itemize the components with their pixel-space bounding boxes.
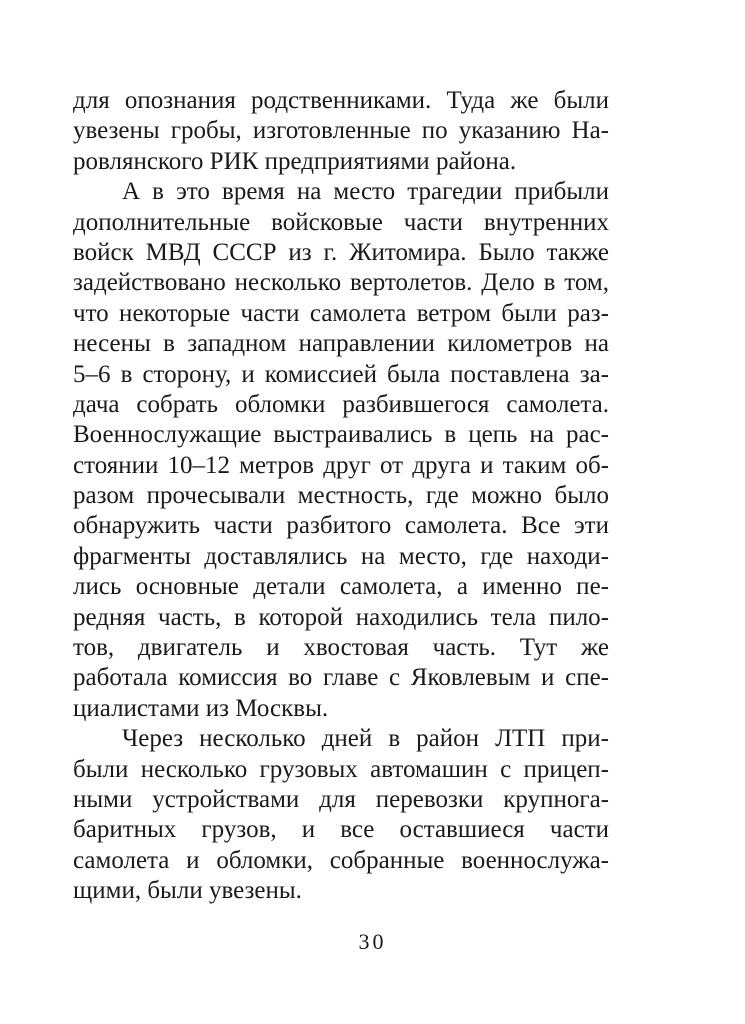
text-line: что некоторые части самолета ветром были раз- [73, 299, 609, 327]
text-line: циалистами из Москвы. [73, 694, 329, 722]
text-line: щими, были увезены. [73, 877, 302, 905]
text-line: ровлянского РИК предприятиями района. [73, 147, 517, 175]
text-line: лись основные детали самолета, а именно пе- [73, 573, 609, 601]
text-line: самолета и обломки, собранные военнослужа- [73, 846, 609, 874]
text-line: увезены гробы, изготовленные по указанию На- [73, 117, 609, 145]
text-line: работала комиссия во главе с Яковлевым и спе- [73, 664, 609, 692]
text-line: дача собрать обломки разбившегося самолета. [73, 390, 609, 418]
text-line: были несколько грузовых автомашин с прицеп- [73, 755, 609, 783]
text-line: разом прочесывали местность, где можно было [73, 482, 609, 510]
text-line: тов, двигатель и хвостовая часть. Тут же [73, 634, 609, 662]
text-line: войск МВД СССР из г. Житомира. Было также [73, 238, 609, 266]
text-line: несены в западном направлении километров на [73, 330, 609, 358]
text-line: А в это время на место трагедии прибыли [122, 178, 609, 206]
text-line: задействовано несколько вертолетов. Дело в том, [73, 269, 609, 297]
text-line: для опознания родственниками. Туда же были [73, 87, 609, 114]
text-line: редняя часть, в которой находились тела пило- [73, 603, 609, 631]
page-number: 30 [358, 929, 387, 954]
text-line: обнаружить части разбитого самолета. Все эти [73, 512, 609, 540]
text-line: баритных грузов, и все оставшиеся части [73, 816, 609, 844]
text-line: стоянии 10–12 метров друг от друга и таким об- [73, 451, 609, 479]
text-line: дополнительные войсковые части внутренних [73, 208, 609, 236]
page-body [73, 86, 609, 907]
text-line: 5–6 в сторону, и комиссией была поставлена за- [73, 360, 609, 388]
text-line: Через несколько дней в район ЛТП при- [122, 725, 609, 753]
text-line: Военнослужащие выстраивались в цепь на рас- [73, 421, 609, 449]
text-line: ными устройствами для перевозки крупнога- [73, 785, 609, 813]
text-line: фрагменты доставлялись на место, где находи- [73, 542, 609, 570]
